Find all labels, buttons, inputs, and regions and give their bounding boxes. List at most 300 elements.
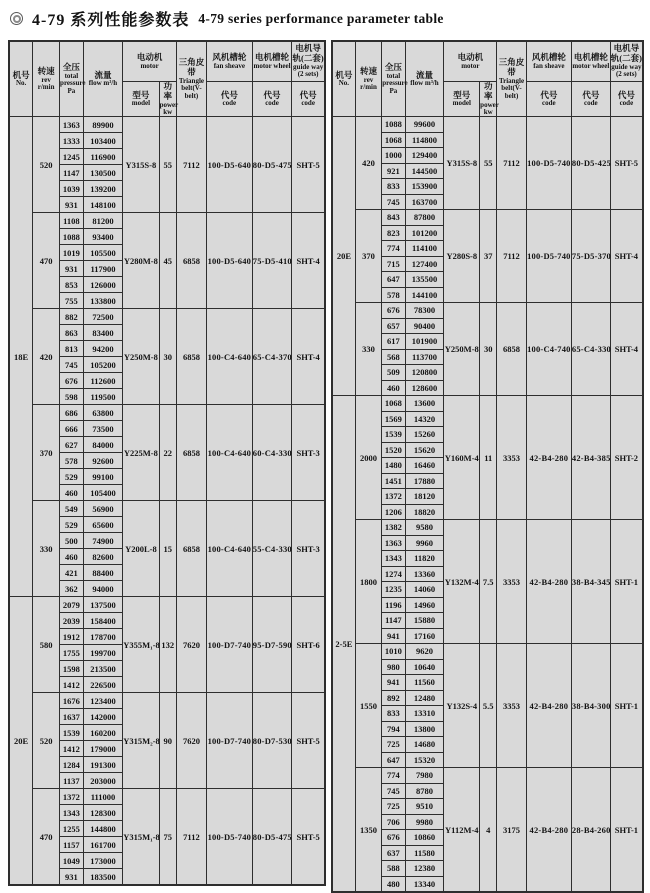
motor-model: Y225M-8 (123, 405, 159, 501)
col-motor: 电动机 motor (444, 41, 497, 82)
col-no: 机号 No. (9, 41, 33, 117)
page-title-zh: 4-79 系列性能参数表 (32, 12, 190, 29)
pressure-value: 578 (60, 453, 84, 469)
pressure-value: 1137 (60, 773, 84, 789)
pressure-value: 509 (382, 365, 405, 381)
pressure-value: 1147 (382, 613, 405, 629)
pressure-value: 666 (60, 421, 84, 437)
flow-value: 72500 (83, 309, 123, 325)
flow-value: 92600 (83, 453, 123, 469)
col-belt: 三角皮带 Triangle belt(V-belt) (497, 41, 527, 117)
flow-value: 117900 (83, 261, 123, 277)
guide-way-code: SHT-2 (610, 396, 643, 520)
motor-power: 30 (480, 303, 497, 396)
table-row (9, 789, 325, 805)
flow-value: 111000 (83, 789, 123, 805)
motor-model: Y200L-8 (123, 501, 159, 597)
fan-sheave-code: 100-C4-640 (206, 501, 252, 597)
table-row (332, 520, 643, 536)
flow-value: 15620 (405, 442, 444, 458)
pressure-value: 1412 (60, 677, 84, 693)
table-row (9, 405, 325, 421)
pressure-value: 647 (382, 272, 405, 288)
pressure-value: 1343 (382, 551, 405, 567)
col-fan-sheave: 风机槽轮 fan sheave (206, 41, 252, 82)
guide-way-code: SHT-3 (292, 405, 325, 501)
pressure-value: 1755 (60, 645, 84, 661)
guide-way-code: SHT-1 (610, 644, 643, 768)
pressure-value: 686 (60, 405, 84, 421)
belt-length: 3175 (497, 768, 527, 893)
motor-wheel-code: 75-D5-410 (252, 213, 292, 309)
flow-value: 116900 (83, 149, 123, 165)
col-rev: 转速 rev r/min (355, 41, 381, 117)
col-motor-wheel: 电机槽轮 motor wheel (252, 41, 292, 82)
flow-value: 56900 (83, 501, 123, 517)
pressure-value: 980 (382, 659, 405, 675)
col-power: 功率 power kw (480, 81, 499, 116)
flow-value: 10860 (405, 830, 444, 846)
flow-value: 13600 (405, 396, 444, 412)
pressure-value: 1372 (382, 489, 405, 505)
motor-power: 4 (480, 768, 497, 893)
rpm-value: 1550 (355, 644, 381, 768)
table-row (9, 597, 325, 613)
flow-value: 17880 (405, 473, 444, 489)
flow-value: 178700 (83, 629, 123, 645)
pressure-value: 921 (382, 163, 405, 179)
rpm-value: 370 (33, 405, 60, 501)
pressure-value: 1049 (60, 853, 84, 869)
pressure-value: 1039 (60, 181, 84, 197)
pressure-value: 1206 (382, 504, 405, 520)
pressure-value: 637 (382, 845, 405, 861)
pressure-value: 676 (382, 303, 405, 319)
col-pressure: 全压 total pressure Pa (60, 41, 84, 117)
col-code-wheel: 代号 code (571, 82, 610, 117)
flow-value: 123400 (83, 693, 123, 709)
pressure-value: 647 (382, 752, 405, 768)
col-power: 功率 power kw (159, 81, 179, 116)
motor-power: 55 (159, 117, 176, 213)
flow-value: 203000 (83, 773, 123, 789)
flow-value: 158400 (83, 613, 123, 629)
flow-value: 8780 (405, 783, 444, 799)
table-row (332, 396, 643, 412)
guide-way-code: SHT-5 (610, 117, 643, 210)
flow-value: 14060 (405, 582, 444, 598)
belt-length: 7112 (176, 117, 206, 213)
fan-sheave-code: 100-C4-640 (206, 309, 252, 405)
guide-way-code: SHT-4 (610, 210, 643, 303)
col-code-fan: 代号 code (526, 82, 571, 117)
machine-no: 18E (9, 117, 33, 597)
pressure-value: 755 (60, 293, 84, 309)
col-motor-wheel: 电机槽轮 motor wheel (571, 41, 610, 82)
motor-wheel-code: 95-D7-590 (252, 597, 292, 693)
col-model: 型号 model (444, 82, 480, 117)
flow-value: 17160 (405, 628, 444, 644)
pressure-value: 1412 (60, 741, 84, 757)
belt-length: 7620 (176, 597, 206, 693)
motor-wheel-code: 80-D5-475 (252, 117, 292, 213)
flow-value: 160200 (83, 725, 123, 741)
motor-power: 45 (159, 213, 176, 309)
pressure-value: 362 (60, 581, 84, 597)
flow-value: 9510 (405, 799, 444, 815)
motor-model: Y280S-8 (444, 210, 480, 303)
pressure-value: 1274 (382, 566, 405, 582)
rpm-value: 470 (33, 213, 60, 309)
flow-value: 94000 (83, 581, 123, 597)
rpm-value: 330 (33, 501, 60, 597)
flow-value: 78300 (405, 303, 444, 319)
pressure-value: 617 (382, 334, 405, 350)
flow-value: 10640 (405, 659, 444, 675)
flow-value: 14320 (405, 411, 444, 427)
flow-value: 148100 (83, 197, 123, 213)
table-row (9, 693, 325, 709)
flow-value: 12380 (405, 861, 444, 877)
pressure-value: 549 (60, 501, 84, 517)
pressure-value: 774 (382, 241, 405, 257)
pressure-value: 774 (382, 768, 405, 784)
flow-value: 112600 (83, 373, 123, 389)
col-motor: 电动机 motor (123, 41, 177, 82)
pressure-value: 588 (382, 861, 405, 877)
flow-value: 137500 (83, 597, 123, 613)
col-belt: 三角皮带 Triangle belt(V-belt) (176, 41, 206, 117)
pressure-value: 1255 (60, 821, 84, 837)
fan-sheave-code: 100-D5-740 (526, 117, 571, 210)
flow-value: 13360 (405, 566, 444, 582)
col-code-guide: 代号 code (610, 82, 643, 117)
guide-way-code: SHT-5 (292, 117, 325, 213)
pressure-value: 480 (382, 876, 405, 892)
flow-value: 83400 (83, 325, 123, 341)
pressure-value: 657 (382, 318, 405, 334)
flow-value: 119500 (83, 389, 123, 405)
pressure-value: 1480 (382, 458, 405, 474)
table-row (332, 117, 643, 133)
flow-value: 105200 (83, 357, 123, 373)
fan-sheave-code: 42-B4-280 (526, 396, 571, 520)
pressure-value: 1088 (382, 117, 405, 133)
belt-length: 7620 (176, 693, 206, 789)
pressure-value: 1451 (382, 473, 405, 489)
belt-length: 7112 (176, 789, 206, 886)
pressure-value: 715 (382, 256, 405, 272)
motor-model: Y250M-8 (123, 309, 159, 405)
flow-value: 16460 (405, 458, 444, 474)
pressure-value: 1000 (382, 148, 405, 164)
pressure-value: 843 (382, 210, 405, 226)
pressure-value: 1088 (60, 229, 84, 245)
flow-value: 63800 (83, 405, 123, 421)
page-title-en: 4-79 series performance parameter table (198, 10, 444, 26)
flow-value: 84000 (83, 437, 123, 453)
guide-way-code: SHT-1 (610, 768, 643, 893)
flow-value: 11820 (405, 551, 444, 567)
rpm-value: 420 (33, 309, 60, 405)
rpm-value: 520 (33, 117, 60, 213)
flow-value: 13310 (405, 706, 444, 722)
pressure-value: 568 (382, 349, 405, 365)
flow-value: 113700 (405, 349, 444, 365)
pressure-value: 1363 (382, 535, 405, 551)
pressure-value: 460 (60, 549, 84, 565)
col-rev: 转速 rev r/min (33, 41, 60, 117)
rpm-value: 520 (33, 693, 60, 789)
pressure-value: 941 (382, 675, 405, 691)
flow-value: 9620 (405, 644, 444, 660)
motor-wheel-code: 38-B4-345 (571, 520, 610, 644)
pressure-value: 529 (60, 469, 84, 485)
bullet-ring-icon (10, 12, 23, 25)
pressure-value: 1382 (382, 520, 405, 536)
pressure-value: 1676 (60, 693, 84, 709)
rpm-value: 330 (355, 303, 381, 396)
pressure-value: 1539 (382, 427, 405, 443)
flow-value: 161700 (83, 837, 123, 853)
belt-length: 3353 (497, 520, 527, 644)
motor-wheel-code: 80-D5-425 (571, 117, 610, 210)
flow-value: 105400 (83, 485, 123, 501)
motor-wheel-code: 80-D7-530 (252, 693, 292, 789)
flow-value: 13340 (405, 876, 444, 892)
motor-model: Y315M₂-8 (123, 693, 159, 789)
table-row (9, 213, 325, 229)
pressure-value: 1245 (60, 149, 84, 165)
pressure-value: 598 (60, 389, 84, 405)
table-row (332, 303, 643, 319)
pressure-value: 892 (382, 690, 405, 706)
flow-value: 120800 (405, 365, 444, 381)
pressure-value: 1343 (60, 805, 84, 821)
motor-power: 55 (480, 117, 497, 210)
guide-way-code: SHT-6 (292, 597, 325, 693)
motor-power: 7.5 (480, 520, 497, 644)
motor-power: 30 (159, 309, 176, 405)
flow-value: 173000 (83, 853, 123, 869)
flow-value: 139200 (83, 181, 123, 197)
fan-sheave-code: 100-D7-740 (206, 693, 252, 789)
flow-value: 144100 (405, 287, 444, 303)
flow-value: 101200 (405, 225, 444, 241)
motor-model: Y112M-4 (444, 768, 480, 893)
col-code-guide: 代号 code (292, 82, 325, 117)
guide-way-code: SHT-1 (610, 520, 643, 644)
rpm-value: 1350 (355, 768, 381, 893)
flow-value: 65600 (83, 517, 123, 533)
pressure-value: 1157 (60, 837, 84, 853)
flow-value: 87800 (405, 210, 444, 226)
pressure-value: 745 (382, 194, 405, 210)
flow-value: 199700 (83, 645, 123, 661)
flow-value: 114100 (405, 241, 444, 257)
motor-model: Y315S-8 (444, 117, 480, 210)
motor-power: 90 (159, 693, 176, 789)
fan-sheave-code: 42-B4-280 (526, 768, 571, 893)
flow-value: 9580 (405, 520, 444, 536)
pressure-value: 1598 (60, 661, 84, 677)
pressure-value: 500 (60, 533, 84, 549)
flow-value: 18120 (405, 489, 444, 505)
flow-value: 11560 (405, 675, 444, 691)
table-row (332, 768, 643, 784)
pressure-value: 1108 (60, 213, 84, 229)
belt-length: 6858 (176, 309, 206, 405)
belt-length: 6858 (176, 213, 206, 309)
flow-value: 128300 (83, 805, 123, 821)
pressure-value: 1569 (382, 411, 405, 427)
motor-power: 75 (159, 789, 176, 886)
flow-value: 213500 (83, 661, 123, 677)
performance-table-right (331, 40, 644, 893)
col-guide-way: 电机导轨(二套) guide way (2 sets) (292, 41, 325, 82)
fan-sheave-code: 100-D5-740 (526, 210, 571, 303)
pressure-value: 1284 (60, 757, 84, 773)
motor-wheel-code: 55-C4-330 (252, 501, 292, 597)
motor-wheel-code: 65-C4-370 (252, 309, 292, 405)
pressure-value: 725 (382, 799, 405, 815)
flow-value: 88400 (83, 565, 123, 581)
flow-value: 15880 (405, 613, 444, 629)
guide-way-code: SHT-5 (292, 693, 325, 789)
table-row (332, 644, 643, 660)
pressure-value: 1372 (60, 789, 84, 805)
fan-sheave-code: 42-B4-280 (526, 644, 571, 768)
flow-value: 133800 (83, 293, 123, 309)
pressure-value: 1010 (382, 644, 405, 660)
pressure-value: 745 (60, 357, 84, 373)
flow-value: 18820 (405, 504, 444, 520)
flow-value: 74900 (83, 533, 123, 549)
rpm-value: 470 (33, 789, 60, 886)
belt-length: 6858 (176, 405, 206, 501)
flow-value: 135500 (405, 272, 444, 288)
col-guide-way: 电机导轨(二套) guide way (2 sets) (610, 41, 643, 82)
belt-length: 3353 (497, 396, 527, 520)
page-title (10, 7, 444, 30)
motor-wheel-code: 65-C4-330 (571, 303, 610, 396)
pressure-value: 813 (60, 341, 84, 357)
col-no: 机号 No. (332, 41, 355, 117)
flow-value: 9980 (405, 814, 444, 830)
motor-power: 11 (480, 396, 497, 520)
motor-model: Y315M₁-8 (123, 789, 159, 886)
flow-value: 191300 (83, 757, 123, 773)
flow-value: 93400 (83, 229, 123, 245)
motor-wheel-code: 75-D5-370 (571, 210, 610, 303)
flow-value: 99100 (83, 469, 123, 485)
belt-length: 6858 (176, 501, 206, 597)
guide-way-code: SHT-4 (292, 309, 325, 405)
guide-way-code: SHT-4 (610, 303, 643, 396)
pressure-value: 1363 (60, 117, 84, 133)
flow-value: 130500 (83, 165, 123, 181)
flow-value: 73500 (83, 421, 123, 437)
motor-model: Y250M-8 (444, 303, 480, 396)
rpm-value: 1800 (355, 520, 381, 644)
pressure-value: 578 (382, 287, 405, 303)
flow-value: 144800 (83, 821, 123, 837)
flow-value: 89900 (83, 117, 123, 133)
pressure-value: 1068 (382, 132, 405, 148)
flow-value: 13800 (405, 721, 444, 737)
flow-value: 7980 (405, 768, 444, 784)
motor-model: Y160M-4 (444, 396, 480, 520)
machine-no: 20E (9, 597, 33, 886)
pressure-value: 460 (382, 380, 405, 396)
pressure-value: 931 (60, 197, 84, 213)
table-row (332, 210, 643, 226)
col-fan-sheave: 风机槽轮 fan sheave (526, 41, 571, 82)
pressure-value: 529 (60, 517, 84, 533)
flow-value: 15320 (405, 752, 444, 768)
flow-value: 99600 (405, 117, 444, 133)
fan-sheave-code: 42-B4-280 (526, 520, 571, 644)
belt-length: 7112 (497, 117, 527, 210)
pressure-value: 1520 (382, 442, 405, 458)
flow-value: 129400 (405, 148, 444, 164)
motor-wheel-code: 28-B4-260 (571, 768, 610, 893)
motor-wheel-code: 42-B4-385 (571, 396, 610, 520)
pressure-value: 931 (60, 261, 84, 277)
flow-value: 94200 (83, 341, 123, 357)
rpm-value: 580 (33, 597, 60, 693)
machine-no: 2-5E (332, 396, 355, 893)
guide-way-code: SHT-4 (292, 213, 325, 309)
belt-length: 6858 (497, 303, 527, 396)
belt-length: 7112 (497, 210, 527, 303)
flow-value: 127400 (405, 256, 444, 272)
pressure-value: 2039 (60, 613, 84, 629)
flow-value: 153900 (405, 179, 444, 195)
motor-wheel-code: 38-B4-300 (571, 644, 610, 768)
table-row (9, 501, 325, 517)
pressure-value: 823 (382, 225, 405, 241)
guide-way-code: SHT-3 (292, 501, 325, 597)
pressure-value: 1637 (60, 709, 84, 725)
flow-value: 103400 (83, 133, 123, 149)
fan-sheave-code: 100-D5-640 (206, 117, 252, 213)
motor-wheel-code: 60-C4-330 (252, 405, 292, 501)
pressure-value: 1539 (60, 725, 84, 741)
pressure-value: 853 (60, 277, 84, 293)
flow-value: 105500 (83, 245, 123, 261)
flow-value: 12480 (405, 690, 444, 706)
pressure-value: 2079 (60, 597, 84, 613)
flow-value: 114800 (405, 132, 444, 148)
fan-sheave-code: 100-C4-640 (206, 405, 252, 501)
performance-table-left (8, 40, 326, 886)
pressure-value: 676 (382, 830, 405, 846)
table-row (9, 117, 325, 133)
flow-value: 81200 (83, 213, 123, 229)
motor-power: 37 (480, 210, 497, 303)
pressure-value: 1333 (60, 133, 84, 149)
flow-value: 9960 (405, 535, 444, 551)
fan-sheave-code: 100-D5-640 (206, 213, 252, 309)
fan-sheave-code: 100-D5-740 (206, 789, 252, 886)
flow-value: 101900 (405, 334, 444, 350)
motor-model: Y132M-4 (444, 520, 480, 644)
flow-value: 90400 (405, 318, 444, 334)
pressure-value: 1196 (382, 597, 405, 613)
flow-value: 128600 (405, 380, 444, 396)
col-model: 型号 model (123, 82, 159, 117)
